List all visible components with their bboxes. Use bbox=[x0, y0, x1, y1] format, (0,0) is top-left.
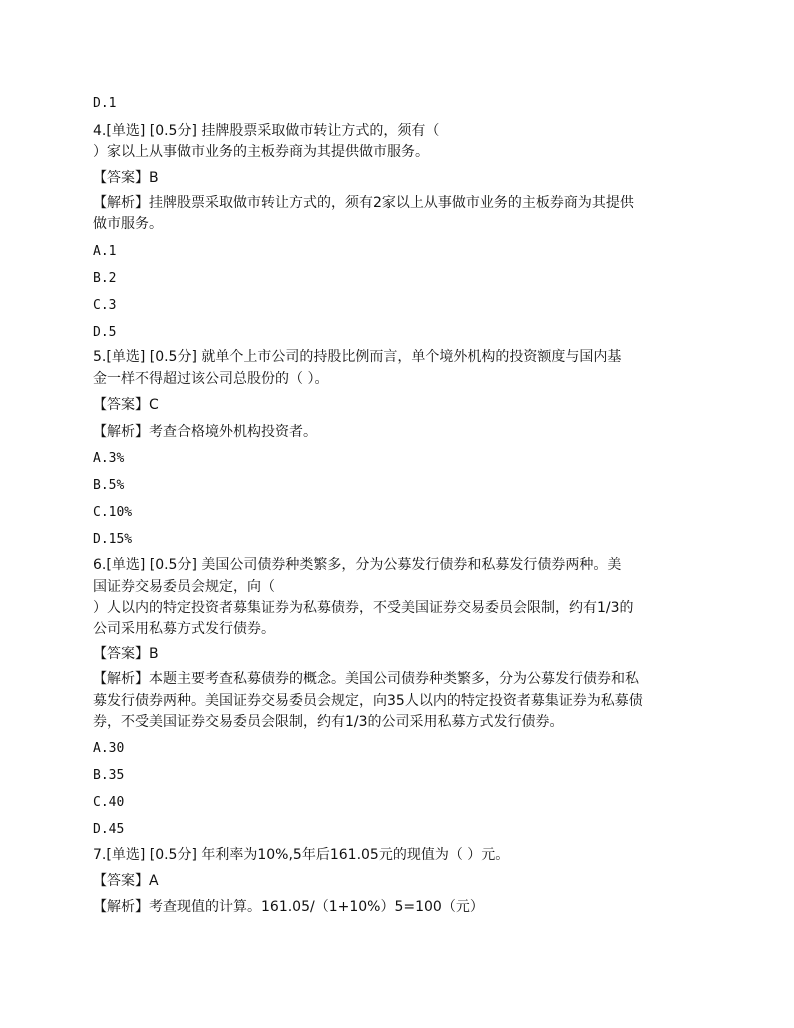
q5-option-a: A.3% bbox=[93, 451, 125, 466]
q6-analysis-line-3: 券，不受美国证券交易委员会限制，约有1/3的公司采用私募方式发行债券。 bbox=[93, 714, 564, 730]
q4-option-b: B.2 bbox=[93, 271, 117, 286]
q4-analysis-line-2: 做市服务。 bbox=[93, 216, 163, 232]
q3-option-d: D.1 bbox=[93, 96, 117, 111]
q6-question-line-2: 国证券交易委员会规定，向（ bbox=[93, 579, 275, 595]
q6-analysis-line-1: 【解析】本题主要考查私募债券的概念。美国公司债券种类繁多，分为公募发行债券和私 bbox=[93, 671, 639, 687]
q5-analysis: 【解析】考查合格境外机构投资者。 bbox=[93, 424, 317, 440]
q5-answer: 【答案】C bbox=[93, 397, 159, 413]
q7-analysis: 【解析】考查现值的计算。161.05/（1+10%）5=100（元） bbox=[93, 899, 484, 915]
q6-answer: 【答案】B bbox=[93, 646, 159, 662]
q6-option-d: D.45 bbox=[93, 822, 125, 837]
q7-answer: 【答案】A bbox=[93, 873, 159, 889]
q6-question-line-3: ）人以内的特定投资者募集证券为私募债券，不受美国证券交易委员会限制，约有1/3的 bbox=[93, 600, 634, 616]
q4-question-line-1: 4.[单选] [0.5分] 挂牌股票采取做市转让方式的，须有（ bbox=[93, 123, 440, 139]
q4-answer: 【答案】B bbox=[93, 170, 159, 186]
q7-question: 7.[单选] [0.5分] 年利率为10%,5年后161.05元的现值为（ ）元。 bbox=[93, 847, 510, 863]
q6-option-b: B.35 bbox=[93, 768, 125, 783]
q6-option-a: A.30 bbox=[93, 741, 125, 756]
q4-analysis-line-1: 【解析】挂牌股票采取做市转让方式的，须有2家以上从事做市业务的主板券商为其提供 bbox=[93, 195, 634, 211]
q6-question-line-1: 6.[单选] [0.5分] 美国公司债券种类繁多，分为公募发行债券和私募发行债券两种。美 bbox=[93, 557, 622, 573]
q4-option-d: D.5 bbox=[93, 325, 117, 340]
q4-option-a: A.1 bbox=[93, 244, 117, 259]
q5-question-line-2: 金一样不得超过该公司总股份的（ ）。 bbox=[93, 371, 329, 387]
q5-option-d: D.15% bbox=[93, 532, 133, 547]
q6-question-line-4: 公司采用私募方式发行债券。 bbox=[93, 621, 275, 637]
q5-option-b: B.5% bbox=[93, 478, 125, 493]
q5-question-line-1: 5.[单选] [0.5分] 就单个上市公司的持股比例而言，单个境外机构的投资额度与国内基 bbox=[93, 349, 622, 365]
q4-option-c: C.3 bbox=[93, 298, 117, 313]
q4-question-line-2: ）家以上从事做市业务的主板券商为其提供做市服务。 bbox=[93, 144, 429, 160]
q5-option-c: C.10% bbox=[93, 505, 133, 520]
q6-option-c: C.40 bbox=[93, 795, 125, 810]
q6-analysis-line-2: 募发行债券两种。美国证券交易委员会规定，向35人以内的特定投资者募集证券为私募债 bbox=[93, 693, 643, 709]
